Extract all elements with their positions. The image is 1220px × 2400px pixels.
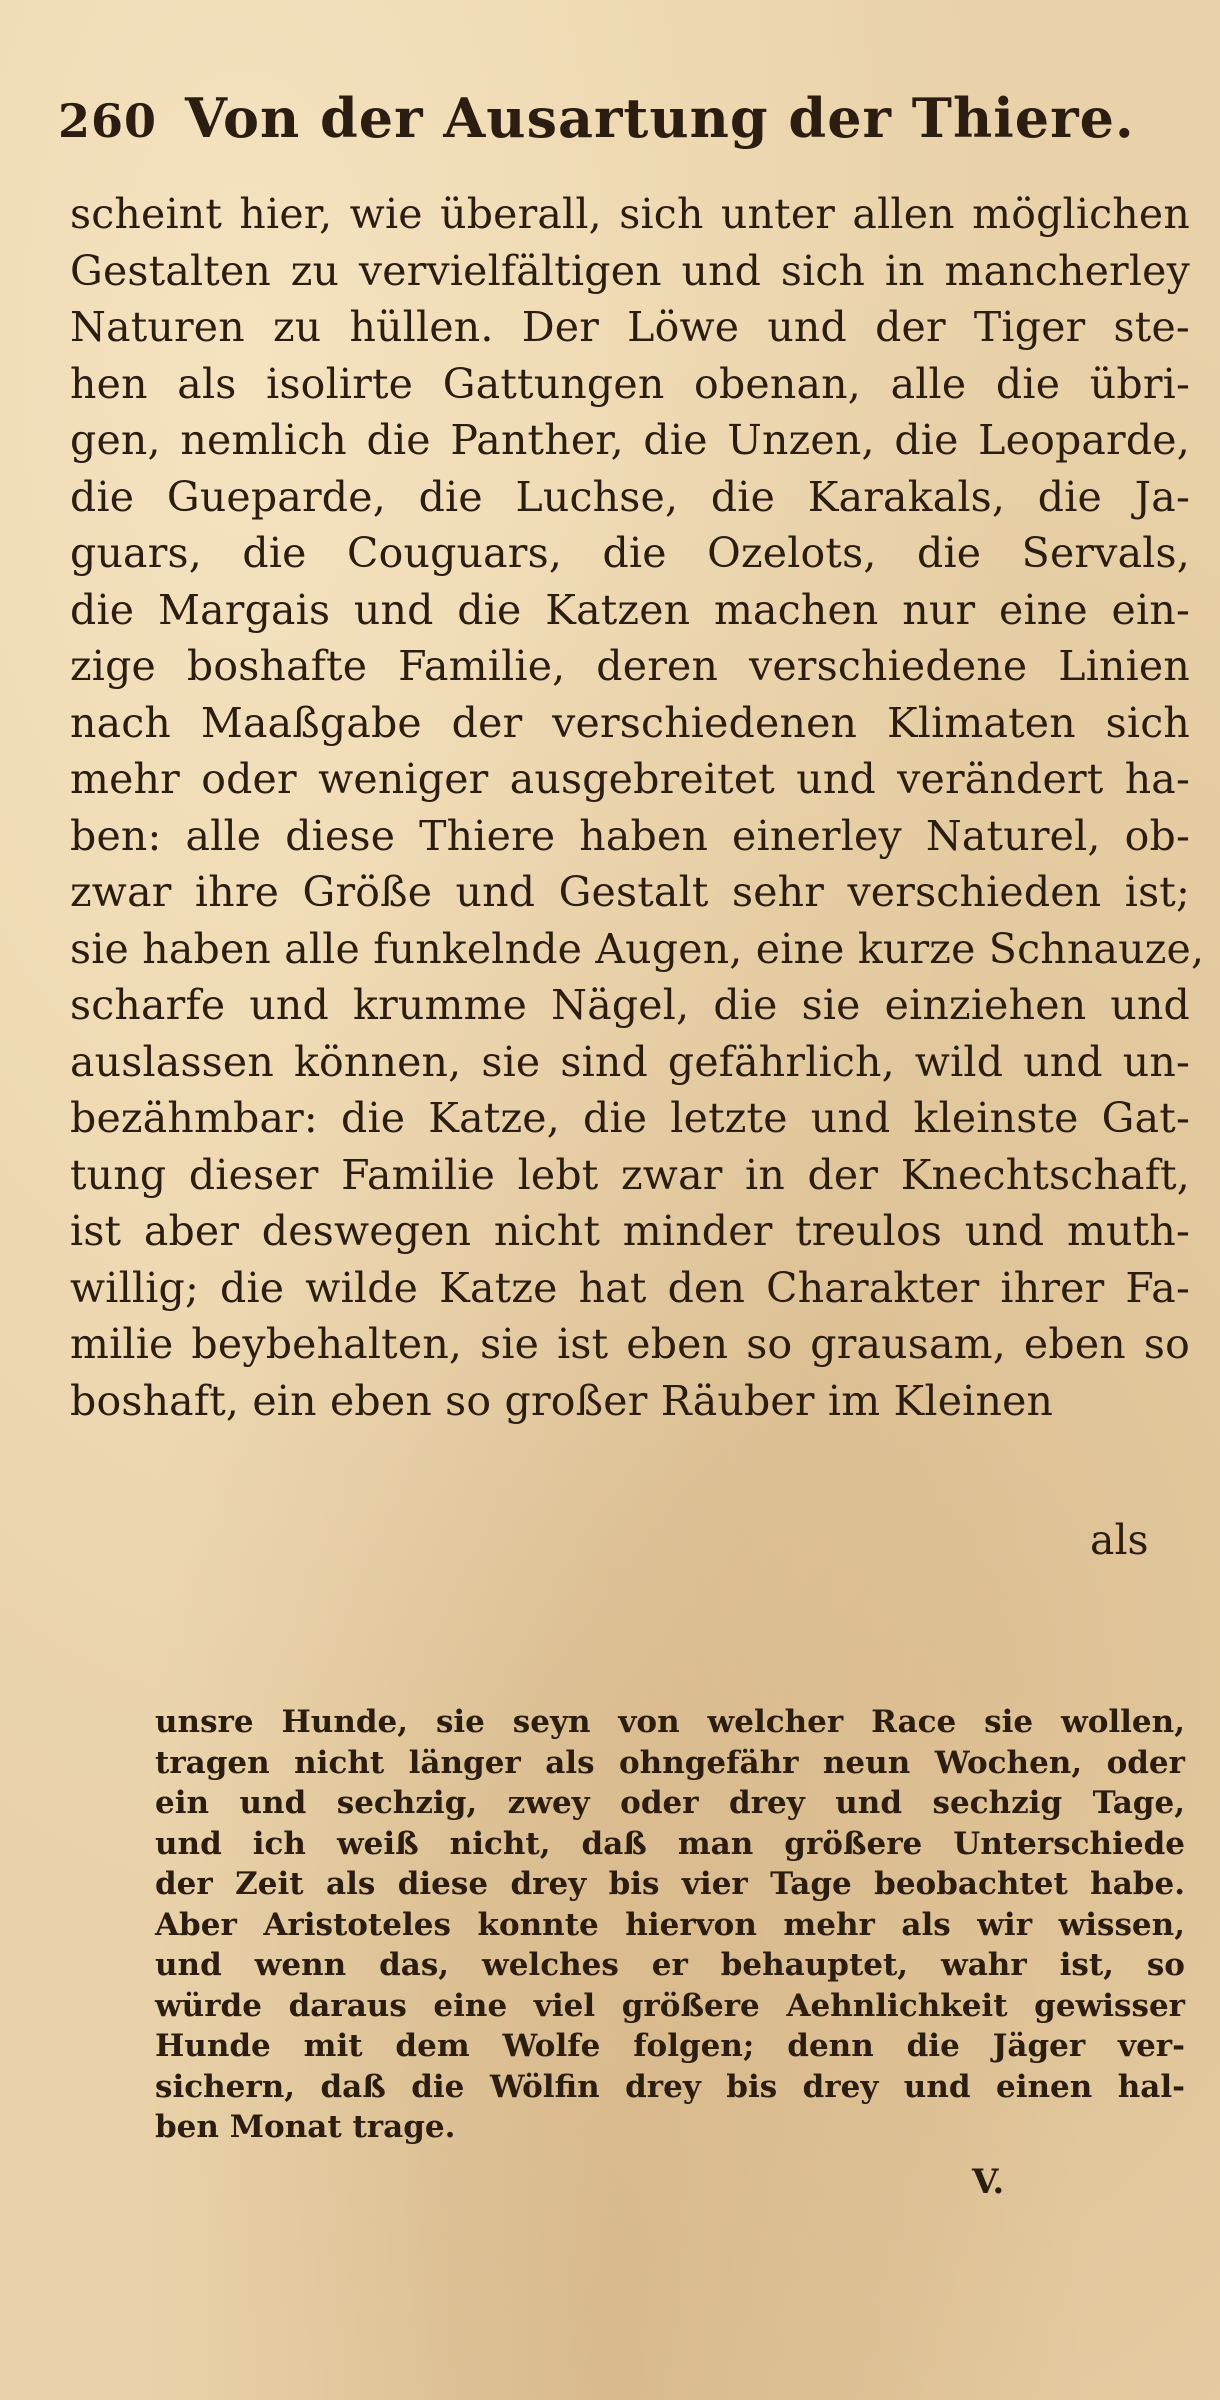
text-line: bezähmbar: die Katze, die letzte und kleinste Gat- bbox=[70, 1094, 1190, 1142]
text-line: tung dieser Familie lebt zwar in der Knechtschaft, bbox=[70, 1150, 1190, 1199]
text-line: zwar ihre Größe und Gestalt sehr verschieden ist; bbox=[70, 868, 1190, 916]
footnote-line: sichern, daß die Wölfin drey bis drey und einen hal- bbox=[155, 2068, 1185, 2105]
text-line: die Margais und die Katzen machen nur eine ein- bbox=[70, 585, 1190, 634]
text-line: die Gueparde, die Luchse, die Karakals, die Ja- bbox=[70, 472, 1190, 521]
main-text-block bbox=[70, 186, 1205, 1429]
footnote-line: und wenn das, welches er behauptet, wahr ist, so bbox=[155, 1947, 1185, 1983]
text-line: Gestalten zu vervielfältigen und sich in mancherley bbox=[70, 246, 1190, 295]
footnote-line: ein und sechzig, zwey oder drey und sechzig Tage, bbox=[155, 1785, 1185, 1821]
footnote-line: ben Monat trage. bbox=[155, 2109, 456, 2145]
text-line: willig; die wilde Katze hat den Charakter ihrer Fa- bbox=[70, 1263, 1190, 1312]
text-line: milie beybehalten, sie ist eben so grausam, eben so bbox=[70, 1320, 1190, 1368]
text-line: scharfe und krumme Nägel, die sie einziehen und bbox=[70, 981, 1190, 1029]
text-line: hen als isolirte Gattungen obenan, alle die übri- bbox=[70, 359, 1190, 408]
text-line: guars, die Couguars, die Ozelots, die Servals, bbox=[70, 529, 1190, 577]
footnote-line: und ich weiß nicht, daß man größere Unterschiede bbox=[155, 1825, 1185, 1862]
text-line: Naturen zu hüllen. Der Löwe und der Tiger ste- bbox=[70, 303, 1190, 351]
text-line: ben: alle diese Thiere haben einerley Naturel, ob- bbox=[70, 811, 1190, 860]
footnote-line: tragen nicht länger als ohngefähr neun Wochen, oder bbox=[155, 1744, 1185, 1781]
running-title: Von der Ausartung der Thiere. bbox=[185, 86, 1135, 150]
text-line: gen, nemlich die Panther, die Unzen, die Leoparde, bbox=[70, 416, 1190, 464]
page-header bbox=[58, 86, 1158, 156]
text-line: scheint hier, wie überall, sich unter allen möglichen bbox=[70, 190, 1190, 238]
footnote-line: der Zeit als diese drey bis vier Tage beobachtet habe. bbox=[155, 1866, 1185, 1902]
footnote-line: unsre Hunde, sie seyn von welcher Race sie wollen, bbox=[155, 1704, 1185, 1740]
text-line: ist aber deswegen nicht minder treulos und muth- bbox=[70, 1207, 1190, 1255]
text-line: boshaft, ein eben so großer Räuber im Kleinen bbox=[70, 1376, 1054, 1425]
footnote-signature: V. bbox=[972, 2162, 1005, 2202]
text-line: sie haben alle funkelnde Augen, eine kurze Schnauze, bbox=[70, 924, 1205, 973]
catchword: als bbox=[1090, 1516, 1149, 1564]
footnote-line: würde daraus eine viel größere Aehnlichkeit gewisser bbox=[155, 1987, 1185, 2024]
footnote-line: Hunde mit dem Wolfe folgen; denn die Jäger ver- bbox=[155, 2028, 1185, 2064]
footnote-line: Aber Aristoteles konnte hiervon mehr als wir wissen, bbox=[155, 1906, 1185, 1943]
page-number: 260 bbox=[58, 94, 158, 148]
text-line: nach Maaßgabe der verschiedenen Klimaten sich bbox=[70, 698, 1190, 747]
text-line: zige boshafte Familie, deren verschiedene Linien bbox=[70, 642, 1190, 690]
footnote-block bbox=[155, 1702, 1185, 2148]
text-line: auslassen können, sie sind gefährlich, wild und un- bbox=[70, 1037, 1190, 1086]
text-line: mehr oder weniger ausgebreitet und verändert ha- bbox=[70, 755, 1190, 803]
